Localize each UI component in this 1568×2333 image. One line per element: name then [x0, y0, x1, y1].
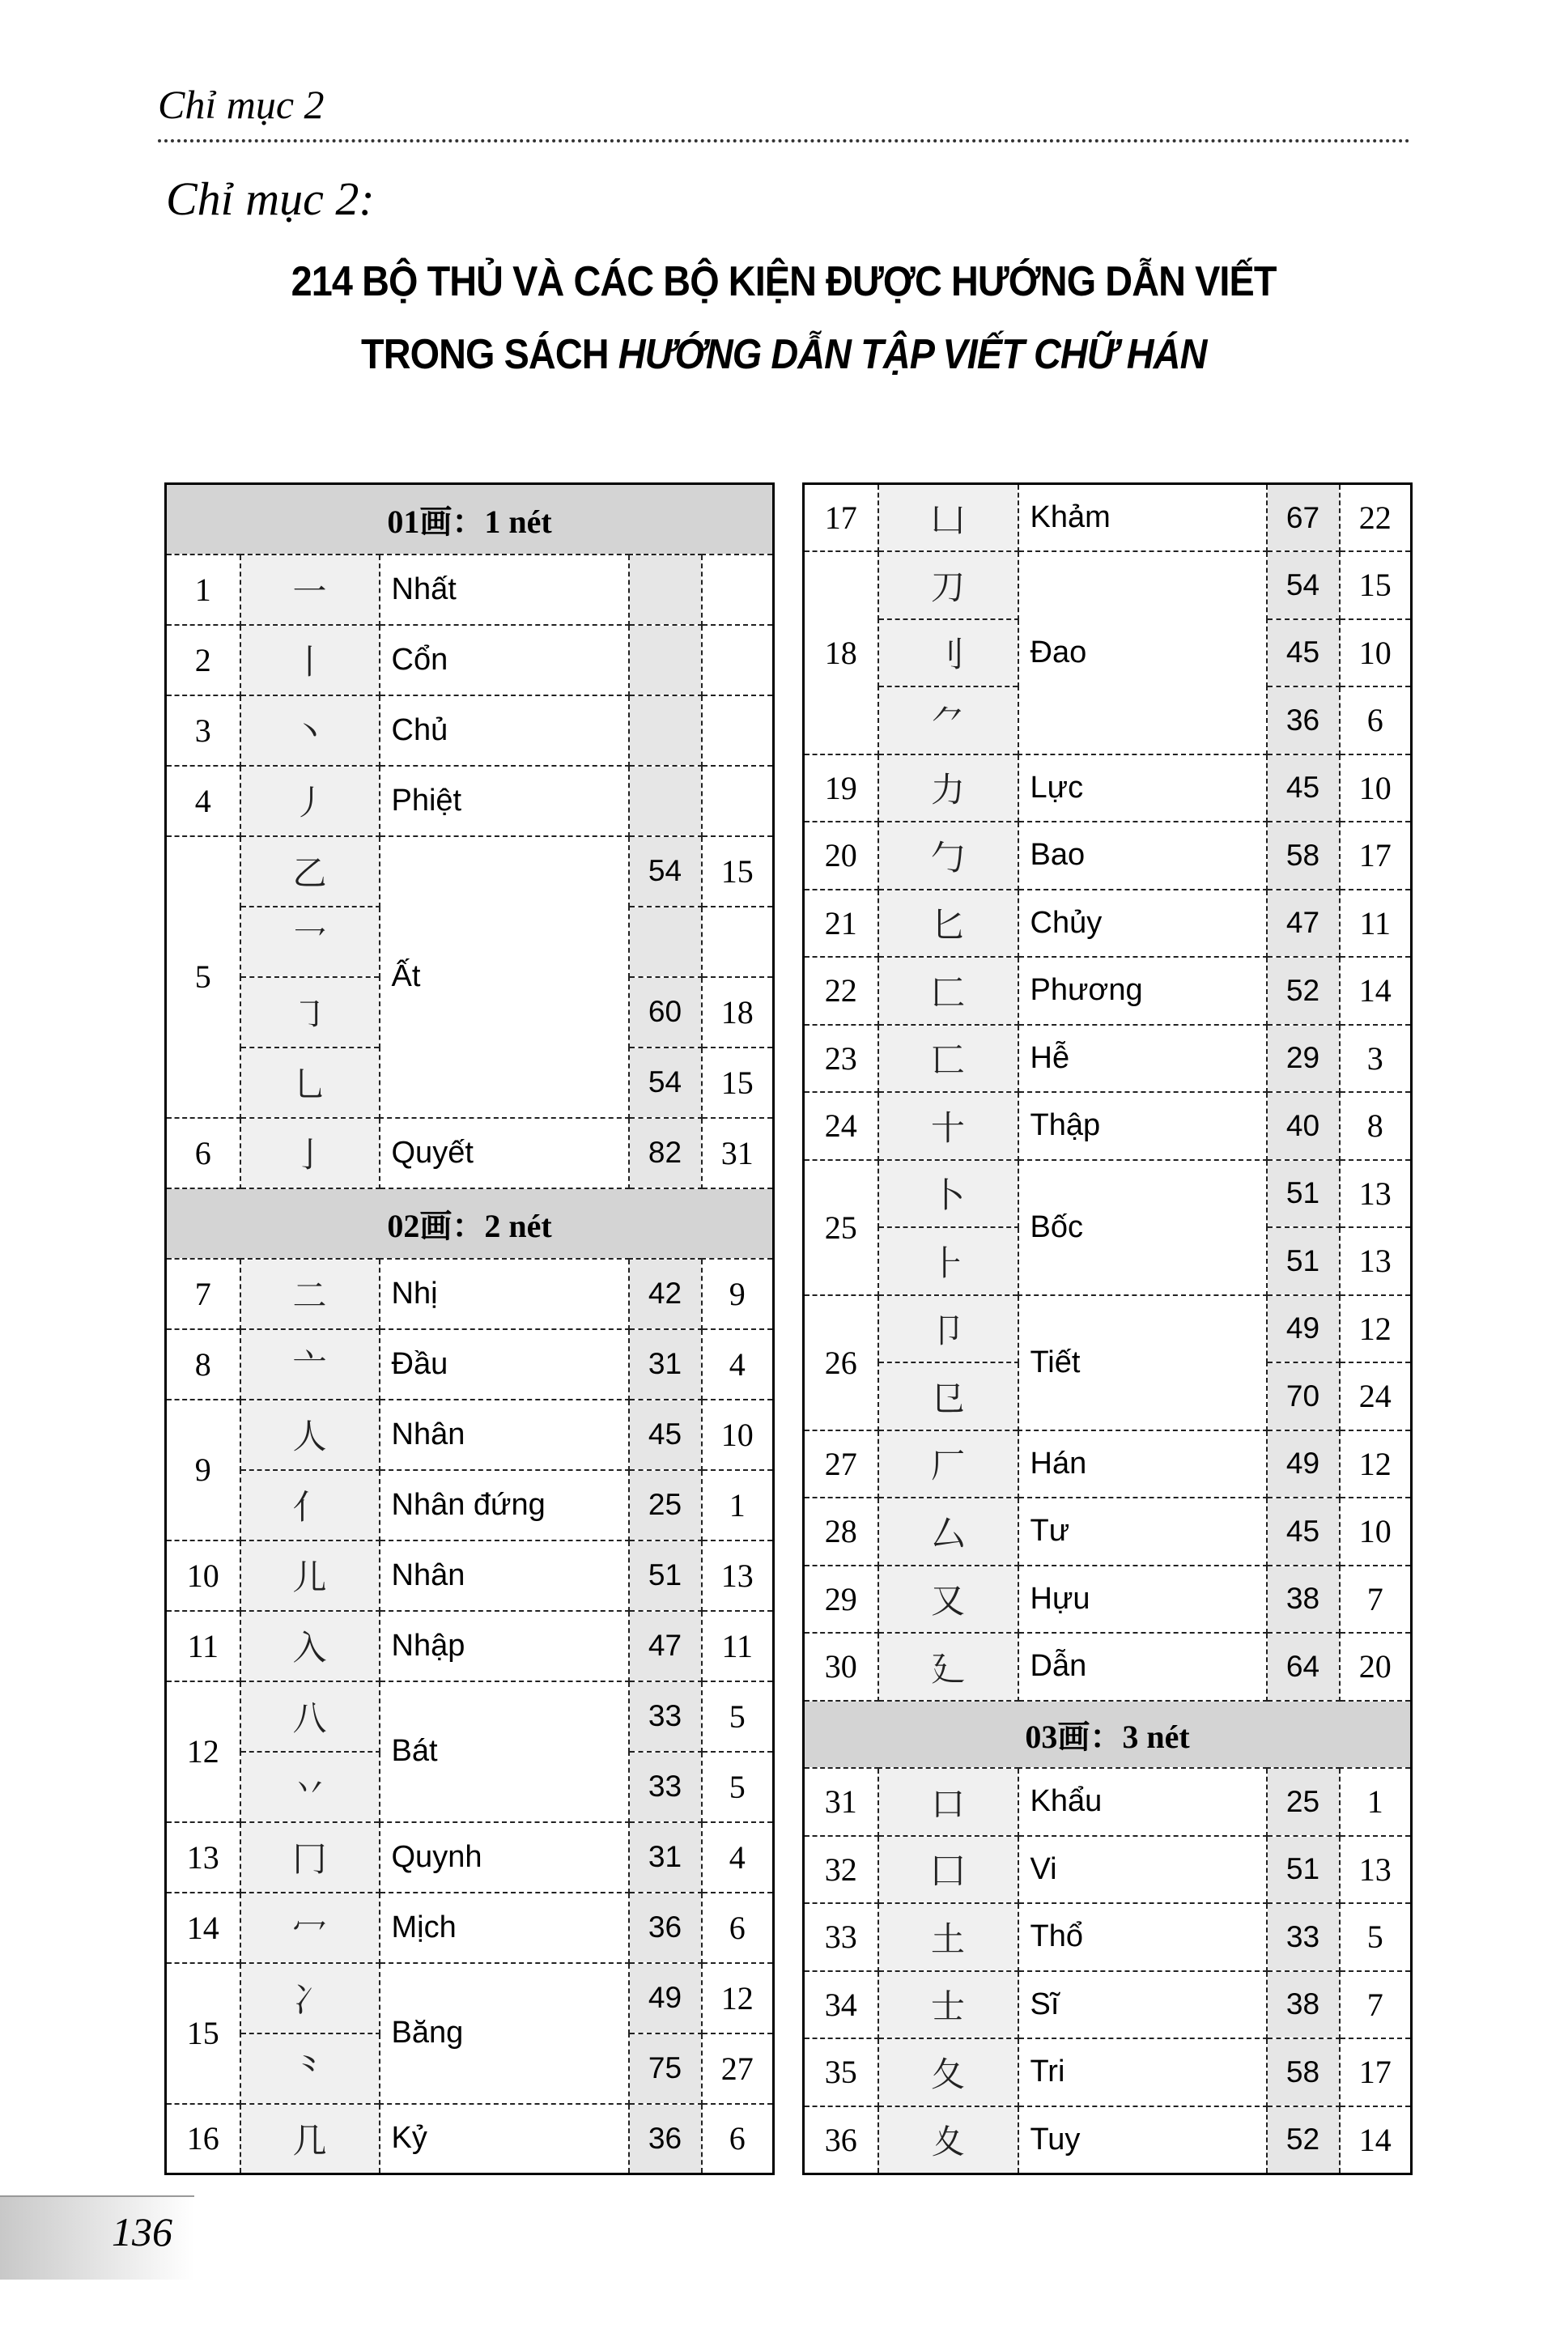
- radical-character: 凵: [878, 484, 1018, 552]
- radical-name: Hán: [1018, 1430, 1267, 1498]
- table-row: [804, 1836, 1412, 1904]
- table-row: [166, 1259, 774, 1329]
- lesson-reference: 17: [1340, 822, 1412, 890]
- title-line-1-text: 214 BỘ THỦ VÀ CÁC BỘ KIỆN ĐƯỢC HƯỚNG DẪN VIẾT: [291, 258, 1277, 305]
- page-reference: [629, 695, 702, 766]
- lesson-reference: 10: [1340, 619, 1412, 687]
- radical-character: 亠: [240, 1329, 380, 1400]
- radical-number: 24: [804, 1092, 878, 1160]
- stroke-group-header: [166, 484, 774, 555]
- radical-name: Khảm: [1018, 484, 1267, 552]
- lesson-reference: 22: [1340, 484, 1412, 552]
- radical-number: 13: [166, 1822, 240, 1893]
- radical-number: 7: [166, 1259, 240, 1329]
- radical-number: 27: [804, 1430, 878, 1498]
- radical-character: 亅: [240, 1118, 380, 1188]
- radical-number: 9: [166, 1400, 240, 1540]
- radical-character: 儿: [240, 1540, 380, 1611]
- page-reference: 47: [629, 1611, 702, 1681]
- stroke-group-header: [804, 1701, 1412, 1769]
- radical-name: Nhân: [380, 1400, 629, 1470]
- page-title-line-1: [0, 257, 1568, 306]
- radical-name: Lực: [1018, 754, 1267, 822]
- lesson-reference: 5: [702, 1752, 774, 1822]
- page-reference: 52: [1267, 2106, 1340, 2174]
- page-reference: 29: [1267, 1025, 1340, 1093]
- radical-number: 3: [166, 695, 240, 766]
- table-row: [166, 1400, 774, 1470]
- radical-number: 18: [804, 551, 878, 754]
- book-title: HƯỚNG DẪN TẬP VIẾT CHỮ HÁN: [618, 331, 1207, 378]
- page-reference: [629, 555, 702, 625]
- radical-name: Bốc: [1018, 1160, 1267, 1295]
- radical-name: Cổn: [380, 625, 629, 695]
- radical-number: 4: [166, 766, 240, 836]
- lesson-reference: [702, 766, 774, 836]
- radical-number: 10: [166, 1540, 240, 1611]
- table-row: [804, 957, 1412, 1025]
- radical-name: Ất: [380, 836, 629, 1118]
- lesson-reference: 13: [702, 1540, 774, 1611]
- radical-name: Sĩ: [1018, 1971, 1267, 2039]
- stroke-group-header: [166, 1188, 774, 1259]
- table-row: [804, 2038, 1412, 2106]
- page-reference: [629, 907, 702, 977]
- radical-character: 冖: [240, 1893, 380, 1963]
- table-row: [166, 2104, 774, 2174]
- page-reference: 52: [1267, 957, 1340, 1025]
- radical-number: 5: [166, 836, 240, 1118]
- lesson-reference: 12: [1340, 1430, 1412, 1498]
- radical-name: Tuy: [1018, 2106, 1267, 2174]
- lesson-reference: 1: [702, 1470, 774, 1540]
- table-row: [804, 1633, 1412, 1701]
- table-row: [166, 555, 774, 625]
- lesson-reference: 7: [1340, 1566, 1412, 1634]
- page-reference: 49: [629, 1963, 702, 2033]
- page-reference: 45: [1267, 754, 1340, 822]
- radical-character: 二: [240, 1259, 380, 1329]
- page-reference: 45: [1267, 619, 1340, 687]
- lesson-reference: 3: [1340, 1025, 1412, 1093]
- page-reference: 40: [1267, 1092, 1340, 1160]
- table-row: [804, 1498, 1412, 1566]
- radical-name: Bát: [380, 1681, 629, 1822]
- page-reference: 51: [1267, 1227, 1340, 1295]
- table-row: [166, 1822, 774, 1893]
- radical-number: 26: [804, 1295, 878, 1430]
- table-row: [804, 1430, 1412, 1498]
- page-reference: 36: [1267, 686, 1340, 754]
- table-row: [166, 766, 774, 836]
- radical-character: 厶: [878, 1498, 1018, 1566]
- lesson-reference: 6: [702, 2104, 774, 2174]
- radical-number: 17: [804, 484, 878, 552]
- radical-number: 12: [166, 1681, 240, 1822]
- radical-name: Phiệt: [380, 766, 629, 836]
- radical-character: 力: [878, 754, 1018, 822]
- running-header: Chỉ mục 2: [158, 82, 325, 127]
- lesson-reference: 9: [702, 1259, 774, 1329]
- radical-name: Hựu: [1018, 1566, 1267, 1634]
- stroke-group-label: 03画：3 nét: [804, 1701, 1412, 1769]
- lesson-reference: [702, 907, 774, 977]
- table-row: [804, 1903, 1412, 1971]
- radical-number: 8: [166, 1329, 240, 1400]
- radical-character: ⺀: [240, 2033, 380, 2104]
- radical-character: 匕: [878, 890, 1018, 958]
- radical-character: 乙: [240, 836, 380, 907]
- table-row: [804, 2106, 1412, 2174]
- radical-character: 匚: [878, 957, 1018, 1025]
- radical-number: 6: [166, 1118, 240, 1188]
- page-reference: 31: [629, 1329, 702, 1400]
- radical-character: 匸: [878, 1025, 1018, 1093]
- radical-number: 34: [804, 1971, 878, 2039]
- lesson-reference: 12: [1340, 1295, 1412, 1363]
- page-reference: 51: [1267, 1160, 1340, 1228]
- lesson-reference: 11: [702, 1611, 774, 1681]
- radical-character: 㔾: [878, 1362, 1018, 1430]
- radical-character: 口: [878, 1768, 1018, 1836]
- radical-character: 卩: [878, 1295, 1018, 1363]
- page-reference: 33: [1267, 1903, 1340, 1971]
- radical-character: 廴: [878, 1633, 1018, 1701]
- lesson-reference: 4: [702, 1822, 774, 1893]
- radical-character: 几: [240, 2104, 380, 2174]
- radical-name: Hễ: [1018, 1025, 1267, 1093]
- radical-character: 冫: [240, 1963, 380, 2033]
- header-divider: [158, 139, 1410, 142]
- page-reference: 42: [629, 1259, 702, 1329]
- lesson-reference: [702, 555, 774, 625]
- radical-number: 31: [804, 1768, 878, 1836]
- radical-number: 33: [804, 1903, 878, 1971]
- table-row: [804, 1768, 1412, 1836]
- radical-character: 卜: [878, 1160, 1018, 1228]
- lesson-reference: 12: [702, 1963, 774, 2033]
- page-reference: 70: [1267, 1362, 1340, 1430]
- radical-character: 丿: [240, 766, 380, 836]
- radical-character: 一: [240, 555, 380, 625]
- lesson-reference: 27: [702, 2033, 774, 2104]
- lesson-reference: 7: [1340, 1971, 1412, 2039]
- radical-number: 35: [804, 2038, 878, 2106]
- lesson-reference: 15: [702, 836, 774, 907]
- radical-character: 人: [240, 1400, 380, 1470]
- radical-character: 又: [878, 1566, 1018, 1634]
- radical-name: Mịch: [380, 1893, 629, 1963]
- lesson-reference: 18: [702, 977, 774, 1048]
- radical-number: 22: [804, 957, 878, 1025]
- table-row: [166, 836, 774, 907]
- table-row: [166, 625, 774, 695]
- radical-name: Vi: [1018, 1836, 1267, 1904]
- radical-character: 入: [240, 1611, 380, 1681]
- radical-character: 刀: [878, 551, 1018, 619]
- page-reference: 47: [1267, 890, 1340, 958]
- table-row: [166, 1118, 774, 1188]
- radical-name: Nhập: [380, 1611, 629, 1681]
- table-row: [166, 1540, 774, 1611]
- page-reference: 58: [1267, 2038, 1340, 2106]
- page-reference: 54: [629, 836, 702, 907]
- radical-name: Thổ: [1018, 1903, 1267, 1971]
- radical-number: 16: [166, 2104, 240, 2174]
- radical-name: Nhị: [380, 1259, 629, 1329]
- lesson-reference: 5: [1340, 1903, 1412, 1971]
- radical-character: ⺊: [878, 1227, 1018, 1295]
- radicals-table-left: [164, 482, 775, 2175]
- radical-name: Khẩu: [1018, 1768, 1267, 1836]
- radical-character: 士: [878, 1971, 1018, 2039]
- page-title-line-2: [0, 330, 1568, 379]
- radical-character: 十: [878, 1092, 1018, 1160]
- radical-number: 11: [166, 1611, 240, 1681]
- page-reference: [629, 625, 702, 695]
- radical-number: 21: [804, 890, 878, 958]
- lesson-reference: 4: [702, 1329, 774, 1400]
- page-reference: 51: [629, 1540, 702, 1611]
- lesson-reference: 10: [1340, 754, 1412, 822]
- lesson-reference: 1: [1340, 1768, 1412, 1836]
- table-row: [166, 695, 774, 766]
- radical-name: Kỷ: [380, 2104, 629, 2174]
- table-row: [166, 1681, 774, 1752]
- table-row: [804, 1971, 1412, 2039]
- page-number: 136: [112, 2209, 172, 2254]
- radical-number: 20: [804, 822, 878, 890]
- radical-character: 丷: [240, 1752, 380, 1822]
- table-row: [166, 1470, 774, 1540]
- lesson-reference: 13: [1340, 1160, 1412, 1228]
- page-reference: [629, 766, 702, 836]
- title-line-2-prefix: TRONG SÁCH: [361, 331, 618, 378]
- radical-number: 1: [166, 555, 240, 625]
- radical-number: 25: [804, 1160, 878, 1295]
- page-reference: 51: [1267, 1836, 1340, 1904]
- radical-name: Dẫn: [1018, 1633, 1267, 1701]
- page-reference: 25: [629, 1470, 702, 1540]
- page-reference: 67: [1267, 484, 1340, 552]
- page-reference: 33: [629, 1681, 702, 1752]
- table-row: [804, 551, 1412, 619]
- table-row: [804, 822, 1412, 890]
- radical-name: Bao: [1018, 822, 1267, 890]
- page-reference: 45: [629, 1400, 702, 1470]
- table-row: [804, 754, 1412, 822]
- radical-name: Quyết: [380, 1118, 629, 1188]
- page-reference: 58: [1267, 822, 1340, 890]
- radical-name: Tri: [1018, 2038, 1267, 2106]
- table-row: [804, 1566, 1412, 1634]
- radical-character: 厂: [878, 1430, 1018, 1498]
- table-row: [804, 1092, 1412, 1160]
- page-reference: 38: [1267, 1566, 1340, 1634]
- page-reference: 45: [1267, 1498, 1340, 1566]
- lesson-reference: 10: [1340, 1498, 1412, 1566]
- radical-character: ㇆: [240, 977, 380, 1048]
- page-reference: 25: [1267, 1768, 1340, 1836]
- lesson-reference: 13: [1340, 1836, 1412, 1904]
- lesson-reference: 8: [1340, 1092, 1412, 1160]
- table-row: [166, 1963, 774, 2033]
- radical-name: Phương: [1018, 957, 1267, 1025]
- radical-name: Chủ: [380, 695, 629, 766]
- page-reference: 49: [1267, 1295, 1340, 1363]
- radical-name: Nhân: [380, 1540, 629, 1611]
- radical-name: Tiết: [1018, 1295, 1267, 1430]
- radical-number: 15: [166, 1963, 240, 2104]
- lesson-reference: 10: [702, 1400, 774, 1470]
- page-reference: 64: [1267, 1633, 1340, 1701]
- radical-name: Quynh: [380, 1822, 629, 1893]
- lesson-reference: 6: [1340, 686, 1412, 754]
- lesson-reference: [702, 625, 774, 695]
- radical-name: Thập: [1018, 1092, 1267, 1160]
- radical-character: 丶: [240, 695, 380, 766]
- table-row: [804, 890, 1412, 958]
- lesson-reference: 15: [1340, 551, 1412, 619]
- lesson-reference: 13: [1340, 1227, 1412, 1295]
- page-reference: 75: [629, 2033, 702, 2104]
- table-row: [804, 1160, 1412, 1228]
- lesson-reference: 20: [1340, 1633, 1412, 1701]
- radical-name: Đao: [1018, 551, 1267, 754]
- lesson-reference: 5: [702, 1681, 774, 1752]
- radical-number: 2: [166, 625, 240, 695]
- radical-character: 夊: [878, 2106, 1018, 2174]
- page-reference: 60: [629, 977, 702, 1048]
- radical-name: Băng: [380, 1963, 629, 2104]
- lesson-reference: [702, 695, 774, 766]
- stroke-group-label: 01画：1 nét: [166, 484, 774, 555]
- radical-number: 28: [804, 1498, 878, 1566]
- radical-character: 土: [878, 1903, 1018, 1971]
- radicals-table-right: [802, 482, 1413, 2175]
- table-row: [166, 1893, 774, 1963]
- lesson-reference: 14: [1340, 957, 1412, 1025]
- lesson-reference: 17: [1340, 2038, 1412, 2106]
- radical-character: 丨: [240, 625, 380, 695]
- page-reference: 54: [1267, 551, 1340, 619]
- lesson-reference: 14: [1340, 2106, 1412, 2174]
- table-row: [166, 1329, 774, 1400]
- radical-name: Tư: [1018, 1498, 1267, 1566]
- radical-character: 冂: [240, 1822, 380, 1893]
- page-reference: 54: [629, 1048, 702, 1118]
- radical-character: 夂: [878, 2038, 1018, 2106]
- lesson-reference: 15: [702, 1048, 774, 1118]
- page-reference: 33: [629, 1752, 702, 1822]
- radical-character: 乚: [240, 1048, 380, 1118]
- radical-name: Nhân đứng: [380, 1470, 629, 1540]
- page-reference: 31: [629, 1822, 702, 1893]
- radical-number: 14: [166, 1893, 240, 1963]
- stroke-group-label: 02画：2 nét: [166, 1188, 774, 1259]
- radical-number: 23: [804, 1025, 878, 1093]
- page-reference: 49: [1267, 1430, 1340, 1498]
- table-row: [804, 1295, 1412, 1363]
- radical-number: 32: [804, 1836, 878, 1904]
- page-reference: 38: [1267, 1971, 1340, 2039]
- page-reference: 36: [629, 2104, 702, 2174]
- radical-character: 八: [240, 1681, 380, 1752]
- table-row: [804, 484, 1412, 552]
- table-row: [166, 1611, 774, 1681]
- page-reference: 82: [629, 1118, 702, 1188]
- radical-number: 29: [804, 1566, 878, 1634]
- radical-character: 囗: [878, 1836, 1018, 1904]
- radical-character: 亻: [240, 1470, 380, 1540]
- section-label: Chỉ mục 2:: [166, 172, 375, 225]
- radical-number: 19: [804, 754, 878, 822]
- radical-name: Đầu: [380, 1329, 629, 1400]
- radical-number: 36: [804, 2106, 878, 2174]
- table-row: [804, 1025, 1412, 1093]
- page-reference: 36: [629, 1893, 702, 1963]
- radical-number: 30: [804, 1633, 878, 1701]
- radical-character: 勹: [878, 822, 1018, 890]
- radical-character: ⺈: [878, 686, 1018, 754]
- radical-name: Chủy: [1018, 890, 1267, 958]
- lesson-reference: 24: [1340, 1362, 1412, 1430]
- lesson-reference: 11: [1340, 890, 1412, 958]
- radical-name: Nhất: [380, 555, 629, 625]
- lesson-reference: 31: [702, 1118, 774, 1188]
- lesson-reference: 6: [702, 1893, 774, 1963]
- radical-character: 乛: [240, 907, 380, 977]
- radical-character: 刂: [878, 619, 1018, 687]
